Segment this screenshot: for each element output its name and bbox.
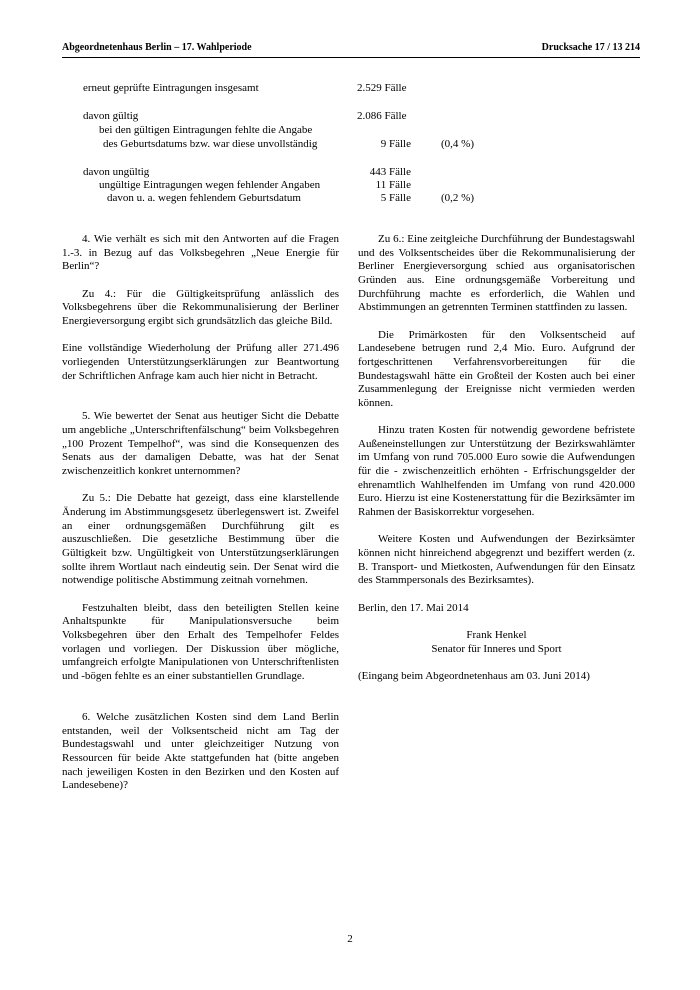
answer-5: Zu 5.: Die Debatte hat gezeigt, dass eine klarstellende Änderung im Abstimmungsgesetz überlegenswert ist. Zweifel an einer ordnungsgemäßen Durchführung gilt es auszuschließen. Die gesetzliche Bestimmung über die Gültigkeit bzw. Ungültigkeit von Unterstützungserklärungen sollte ihrem Wortlaut nach eindeutig sein. Der Senat wird die notwendige politische Abstimmung zeitnah vornehmen. bbox=[62, 492, 339, 587]
answer-5-continued: Festzuhalten bleibt, dass den beteiligten Stellen keine Anhaltspunkte für Manipulationsversuche beim Volksbegehren über den Erhalt des Tempelhofer Feldes vorlagen und vorliegen. Der Diskussion über mögliche, umfangreich erfolgte Manipulationen von Unterschriftenlisten und -bögen fehlte es an einer substantiellen Grundlage. bbox=[62, 601, 339, 682]
stat-valid-sub2: des Geburtsdatums bzw. war diese unvollständig bbox=[103, 138, 318, 150]
signer-name: Frank Henkel bbox=[466, 628, 527, 641]
stat-total-label: erneut geprüfte Eintragungen insgesamt bbox=[83, 82, 259, 94]
page-number: 2 bbox=[347, 933, 353, 945]
answer-4-continued: Eine vollständige Wiederholung der Prüfung aller 271.496 vorliegenden Unterstützungserklärungen zur Beantwortung der Schriftlichen Anfrage kam auch hier nicht in Betracht. bbox=[62, 342, 339, 382]
answer-6-continued-1: Die Primärkosten für den Volksentscheid auf Landesebene betrugen rund 2,4 Mio. Euro. Aufgrund der fortgeschrittenen Verfahrensvorbereitungen für die Bundestagswahl hätte ein Großteil der Kosten auch bei einer Zusammenlegung der Ereignisse nicht vermieden werden können. bbox=[358, 328, 635, 409]
question-4: 4. Wie verhält es sich mit den Antworten auf die Fragen 1.-3. in Bezug auf das Volksbegehren „Neue Energie für Berlin“? bbox=[62, 233, 339, 273]
signer-title: Senator für Inneres und Sport bbox=[431, 642, 562, 655]
receipt-note: (Eingang beim Abgeordnetenhaus am 03. Juni 2014) bbox=[358, 669, 590, 682]
header-divider bbox=[62, 57, 640, 58]
stat-invalid-sub2-value: 5 Fälle bbox=[380, 192, 411, 204]
answer-6: Zu 6.: Eine zeitgleiche Durchführung der Bundestagswahl und des Volksentscheides über die Rekommunalisierung der Berliner Energieversorgung schied aus organisatorischen Gründen aus. Eine ordnungsgemäße Vorbereitung und Durchführung machte es erforderlich, die Wahlen und Abstimmungen an getrennten Terminen stattfinden zu lassen. bbox=[358, 233, 635, 314]
answer-6-continued-3: Weitere Kosten und Aufwendungen der Bezirksämter können nicht hinreichend abgegrenzt und beziffert werden (z. B. Transport- und Mietkosten, Aufwendungen für den Einsatz des Stammpersonals des Bezirksamtes). bbox=[358, 533, 635, 587]
question-5: 5. Wie bewertet der Senat aus heutiger Sicht die Debatte um angebliche „Unterschriftenfälschung“ beim Volksbegehren „100 Prozent Tempelhof“, was sind die Konsequenzen des Senats aus der damaligen Debatte, was hat der Senat zwischenzeitlich konkret unternommen? bbox=[62, 410, 339, 478]
answer-6-continued-2: Hinzu traten Kosten für notwendig gewordene befristete Außeneinstellungen zur Unterstützung der Bezirkswahlämter im Umfang von rund 705.000 Euro sowie die Aufwendungen für die - zwischenzeitlich erhöhten - Erfrischungsgelder der ehrenamtlich Wahlhelfenden im Umfang von rund 420.000 Euro. Hierzu ist eine Kostenerstattung für die Bezirksämter im Rahmen der Basiskorrektur vorgesehen. bbox=[358, 424, 635, 519]
stat-invalid-value: 443 Fälle bbox=[369, 166, 411, 178]
stat-total-value: 2.529 Fälle bbox=[357, 82, 407, 94]
stat-valid-sub-value: 9 Fälle bbox=[380, 138, 411, 150]
page-header bbox=[62, 40, 640, 58]
stat-invalid-sub2-percent: (0,2 %) bbox=[441, 192, 474, 204]
stat-invalid-sub2: davon u. a. wegen fehlendem Geburtsdatum bbox=[107, 192, 301, 204]
stat-valid-sub1: bei den gültigen Eintragungen fehlte die Angabe bbox=[99, 124, 313, 136]
stat-valid-sub-percent: (0,4 %) bbox=[441, 138, 474, 150]
stat-valid-value: 2.086 Fälle bbox=[357, 110, 407, 122]
stat-valid-label: davon gültig bbox=[83, 110, 139, 122]
left-column bbox=[62, 233, 339, 793]
answer-4: Zu 4.: Für die Gültigkeitsprüfung anlässlich des Volksbegehrens über die Rekommunalisierung der Berliner Energieversorgung ergibt sich grundsätzlich das gleiche Bild. bbox=[62, 287, 339, 327]
header-document-number: Drucksache 17 / 13 214 bbox=[541, 42, 640, 53]
question-6: 6. Welche zusätzlichen Kosten sind dem Land Berlin entstanden, weil der Volksentscheid nicht am Tag der Bundestagswahl und unter gleichzeitiger Nutzung von Ressourcen für beide Akte stattgefunden hat (bitte angeben nach jeweiligen Kosten in den Bezirken und den Kosten auf Landesebene)? bbox=[62, 710, 339, 792]
stat-invalid-sub1: ungültige Eintragungen wegen fehlender Angaben bbox=[99, 179, 321, 191]
right-column bbox=[358, 233, 635, 684]
signature-date: Berlin, den 17. Mai 2014 bbox=[358, 601, 469, 614]
stat-invalid-label: davon ungültig bbox=[83, 166, 150, 178]
header-parliament: Abgeordnetenhaus Berlin – 17. Wahlperiode bbox=[62, 42, 252, 53]
stat-invalid-sub1-value: 11 Fälle bbox=[375, 179, 411, 191]
